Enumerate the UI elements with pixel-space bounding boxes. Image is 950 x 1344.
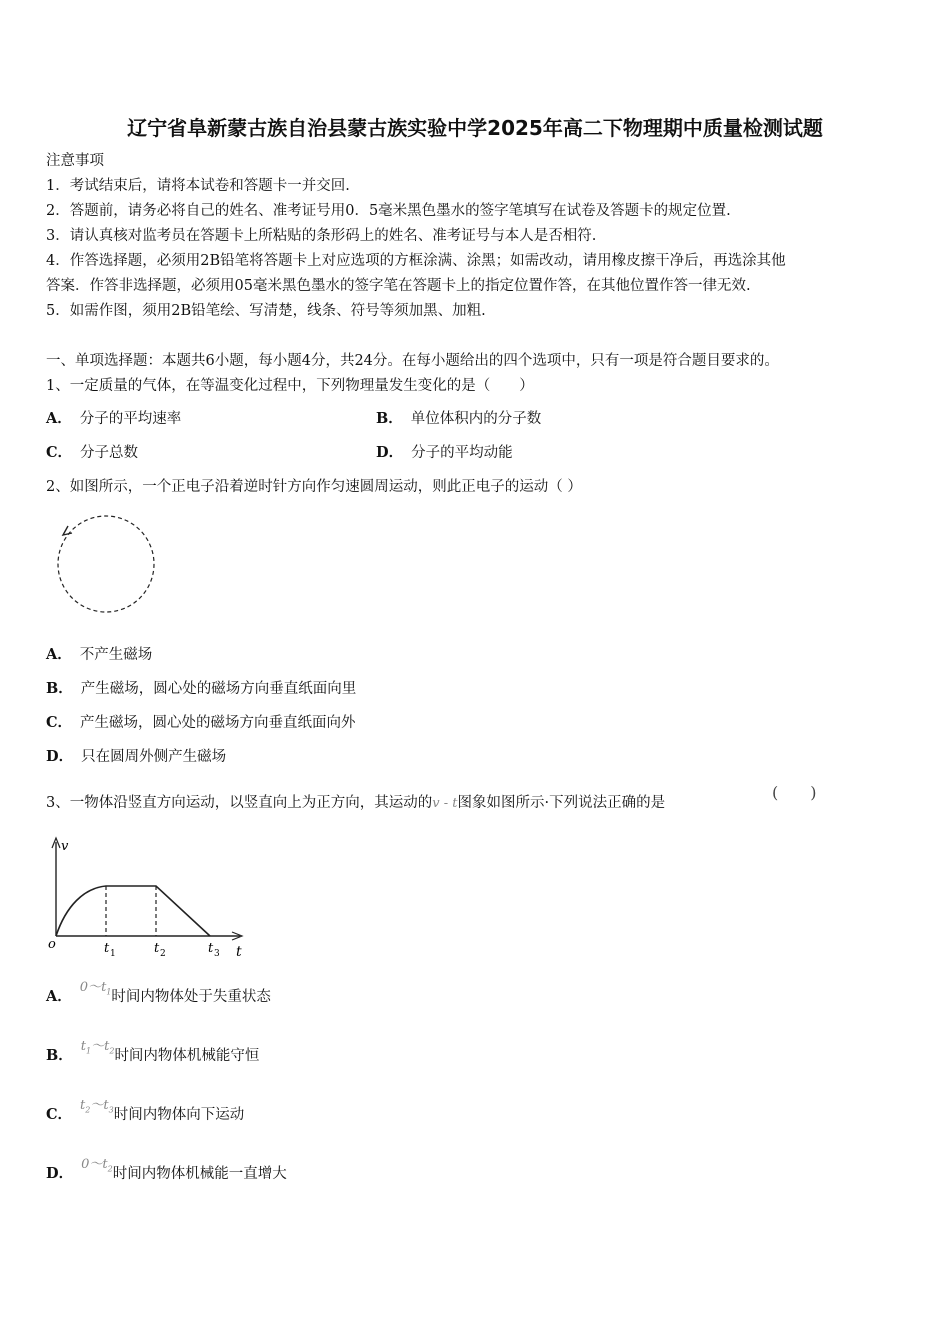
t1-subscript: 1	[110, 949, 116, 959]
t2-subscript: 2	[160, 949, 166, 959]
option-text: 产生磁场，圆心处的磁场方向垂直纸面向里	[80, 681, 357, 697]
stem-text: 图象如图所示·下列说法正确的是	[457, 795, 666, 811]
option-text: 时间内物体向下运动	[113, 1107, 245, 1123]
notice-item: 答案．作答非选择题，必须用05毫米黑色墨水的签字笔在答题卡上的指定位置作答，在其他位置作答一律无效.	[46, 278, 751, 294]
answer-parentheses: ( )	[772, 783, 817, 802]
question-1-option-d	[376, 443, 513, 463]
t3-label: t	[208, 941, 214, 956]
option-text: 分子的平均速率	[79, 411, 182, 427]
interval-formula	[81, 1157, 113, 1172]
vt-formula: v - t	[432, 796, 458, 811]
interval-sep: ～	[88, 980, 102, 995]
interval-end: t	[101, 980, 107, 995]
interval-end-sub: 3	[108, 1105, 114, 1115]
interval-formula	[80, 1098, 114, 1113]
question-3-option-c	[46, 1098, 245, 1131]
page-title: 辽宁省阜新蒙古族自治县蒙古族实验中学2025年高二下物理期中质量检测试题	[127, 116, 823, 140]
interval-start: t	[80, 1098, 86, 1113]
velocity-curve	[56, 886, 210, 936]
circle-motion-figure	[48, 512, 164, 616]
stem-text: 3、一物体沿竖直方向运动，以竖直向上为正方向，其运动的	[46, 795, 433, 811]
interval-start: 0	[81, 1157, 90, 1172]
notice-item: 3．请认真核对监考员在答题卡上所粘贴的条形码上的姓名、准考证号与本人是否相符.	[46, 228, 597, 244]
interval-sep: ～	[90, 1098, 104, 1113]
option-label: D．	[46, 748, 74, 765]
interval-start: t	[80, 1039, 86, 1054]
notice-item: 2．答题前，请务必将自己的姓名、准考证号用0．5毫米黑色墨水的签字笔填写在试卷及答题卡的规定位置.	[46, 203, 731, 219]
option-text: 时间内物体机械能守恒	[114, 1048, 260, 1064]
interval-end: t	[104, 1039, 110, 1054]
interval-end: t	[103, 1098, 109, 1113]
option-text: 单位体积内的分子数	[410, 411, 542, 427]
question-3-option-d	[46, 1157, 287, 1190]
option-label: B．	[46, 1047, 73, 1064]
question-2-option-d	[46, 747, 226, 767]
interval-sep: ～	[91, 1039, 105, 1054]
option-text: 时间内物体机械能一直增大	[112, 1166, 287, 1182]
option-label: C．	[46, 444, 73, 461]
interval-start-sub: 2	[85, 1105, 91, 1115]
option-text: 产生磁场，圆心处的磁场方向垂直纸面向外	[80, 715, 356, 731]
question-1-option-a	[46, 409, 181, 429]
t1-label: t	[104, 941, 110, 956]
option-label: B．	[376, 410, 403, 427]
option-label: C．	[46, 1106, 73, 1123]
dashed-circle	[58, 516, 154, 612]
section-heading: 一、单项选择题：本题共6小题，每小题4分，共24分。在每小题给出的四个选项中，只有一项是符合题目要求的。	[46, 353, 779, 369]
notice-heading: 注意事项	[46, 153, 104, 169]
option-label: A．	[46, 410, 72, 427]
interval-formula	[81, 1039, 115, 1054]
interval-sep: ～	[89, 1157, 103, 1172]
origin-label: o	[48, 937, 56, 952]
interval-end-sub: 2	[107, 1164, 113, 1174]
interval-end: t	[102, 1157, 108, 1172]
x-axis-label: t	[236, 944, 242, 960]
notice-item: 4．作答选择题，必须用2B铅笔将答题卡上对应选项的方框涂满、涂黑；如需改动，请用橡皮擦干净后，再选涂其他	[46, 253, 786, 269]
question-2-stem: 2、如图所示，一个正电子沿着逆时针方向作匀速圆周运动，则此正电子的运动（ ）	[46, 479, 582, 495]
interval-end-sub: 1	[106, 987, 112, 997]
question-2-option-b	[46, 679, 356, 699]
t3-subscript: 3	[214, 949, 220, 959]
option-label: A．	[46, 988, 72, 1005]
option-label: D．	[376, 444, 404, 461]
question-1-stem: 1、一定质量的气体，在等温变化过程中，下列物理量发生变化的是（ ）	[46, 378, 534, 394]
interval-start: 0	[79, 980, 89, 995]
option-text: 只在圆周外侧产生磁场	[81, 749, 227, 765]
interval-start-sub: 1	[86, 1046, 92, 1056]
option-text: 不产生磁场	[79, 647, 153, 663]
notice-item: 5．如需作图，须用2B铅笔绘、写清楚，线条、符号等须加黑、加粗.	[46, 303, 486, 319]
question-1-option-c	[46, 443, 138, 463]
option-label: B．	[46, 680, 73, 697]
option-text: 时间内物体处于失重状态	[111, 989, 271, 1005]
question-3-option-a	[46, 980, 271, 1013]
option-text: 分子的平均动能	[411, 445, 513, 461]
interval-end-sub: 2	[109, 1046, 115, 1056]
vt-graph	[44, 836, 254, 964]
option-label: A．	[46, 646, 72, 663]
interval-formula	[80, 980, 112, 995]
y-axis-label: v	[61, 839, 69, 854]
option-text: 分子总数	[80, 445, 139, 461]
question-3-stem	[46, 793, 665, 814]
question-2-option-c	[46, 713, 356, 733]
question-1-option-b	[376, 409, 541, 429]
t2-label: t	[154, 941, 160, 956]
option-label: C．	[46, 714, 73, 731]
question-3-option-b	[46, 1039, 260, 1072]
question-2-option-a	[46, 645, 152, 665]
option-label: D．	[46, 1165, 74, 1182]
notice-item: 1．考试结束后，请将本试卷和答题卡一并交回.	[46, 178, 350, 194]
direction-arrow-icon	[63, 526, 72, 535]
